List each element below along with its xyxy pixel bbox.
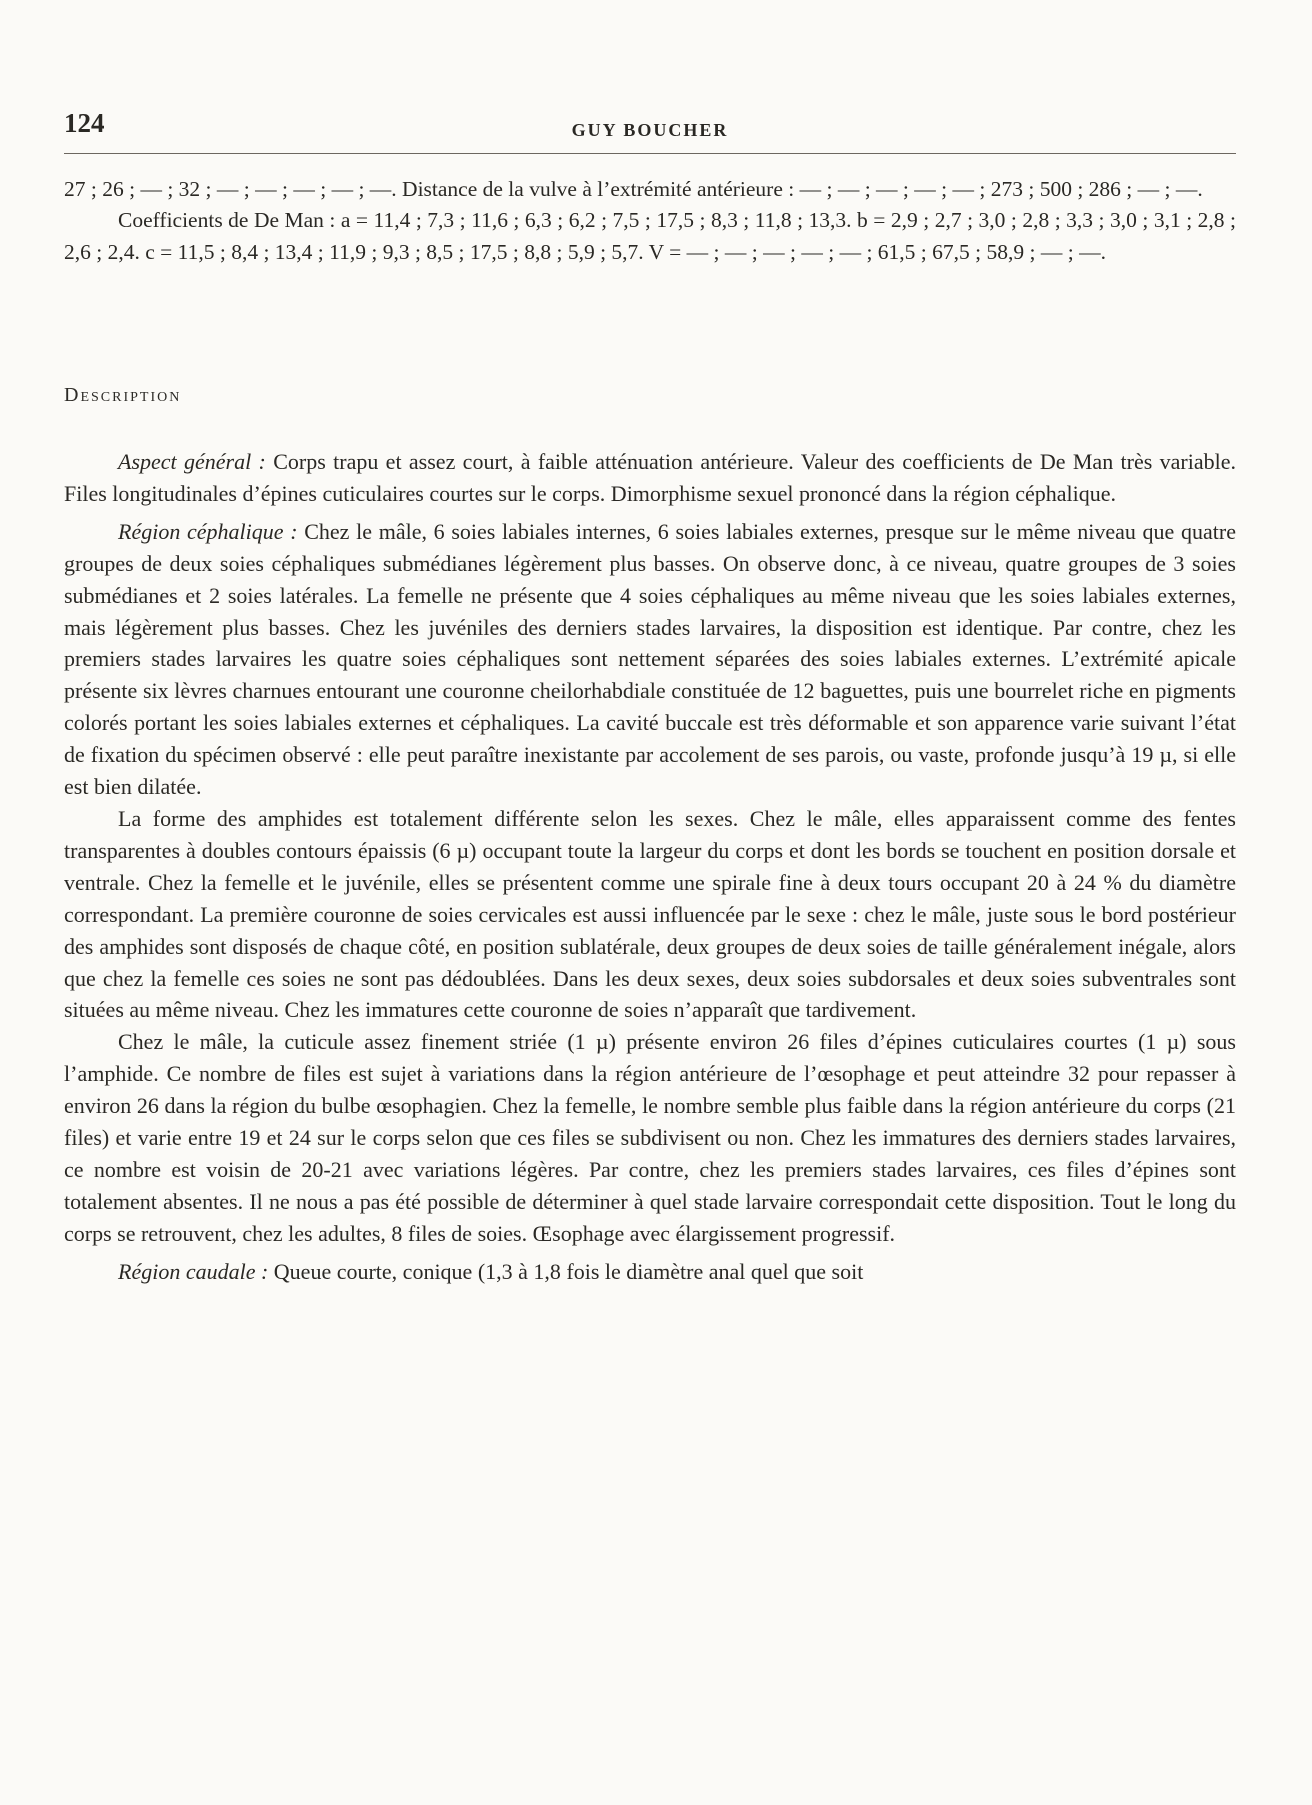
paragraph-amphids: La forme des amphides est totalement différente selon les sexes. Chez le mâle, elles apparaissent comme des fentes transparentes à doubles contours épaissis (6 µ) occupant toute la largeur du corps et dont les bords se touchent en position dorsale et ventrale. Chez la femelle et le juvénile, elles se présentent comme une spirale fine à deux tours occupant 20 à 24 % du diamètre correspondant. La première couronne de soies cervicales est aussi influencée par le sexe : chez le mâle, juste sous le bord postérieur des amphides sont disposés de chaque côté, en position sublatérale, deux groupes de deux soies de taille généralement inégale, alors que chez la femelle ces soies ne sont pas dédoublées. Dans les deux sexes, deux soies subdorsales et deux soies subventrales sont situées au même niveau. Chez les immatures cette couronne de soies n’apparaît que tardivement. (64, 805, 1236, 1023)
paragraph-cuticle: Chez le mâle, la cuticule assez finement striée (1 µ) présente environ 26 files d’épines cuticulaires courtes (1 µ) sous l’amphide. Ce nombre de files est sujet à variations dans la région antérieure de l’œsophage et peut atteindre 32 pour repasser à environ 26 dans la région du bulbe œsophagien. Chez la femelle, le nombre semble plus faible dans la région antérieure du corps (21 files) et varie entre 19 et 24 sur le corps selon que ces files se subdivisent ou non. Chez les immatures des derniers stades larvaires, ce nombre est voisin de 20-21 avec variations légères. Par contre, chez les premiers stades larvaires, ces files d’épines sont totalement absentes. Il ne nous a pas été possible de déterminer à quel stade larvaire correspondait cette disposition. Tout le long du corps se retrouvent, chez les adultes, 8 files de soies. Œsophage avec élargissement progressif. (64, 1029, 1236, 1246)
section-title: Description (64, 384, 182, 406)
coefficients-paragraph: Coefficients de De Man : a = 11,4 ; 7,3 ; 11,6 ; 6,3 ; 6,2 ; 7,5 ; 17,5 ; 8,3 ; 11,8 ; 13,3. b = 2,9 ; 2,7 ; 3,0 ; 2,8 ; 3,3 ; 3,0 ; 3,1 ; 2,8 ; 2,6 ; 2,4. c = 11,5 ; 8,4 ; 13,4 ; 11,9 ; 9,3 ; 8,5 ; 17,5 ; 8,8 ; 5,9 ; 5,7. V = — ; — ; — ; — ; — ; 61,5 ; 67,5 ; 58,9 ; — ; —. (64, 208, 1236, 264)
paragraph-text: Corps trapu et assez court, à faible atténuation antérieure. Valeur des coefficients de De Man très variable. Files longitudinales d’épines cuticulaires courtes sur le corps. Dimorphisme sexuel prononcé dans la région céphalique. (64, 449, 1236, 506)
measurements-block (64, 174, 1236, 268)
header-rule (64, 153, 1236, 154)
paragraph-cephalic (64, 516, 1236, 803)
page-header (64, 108, 1236, 148)
paragraph-aspect (64, 446, 1236, 510)
page-number: 124 (64, 108, 105, 138)
paragraph-text: Queue courte, conique (1,3 à 1,8 fois le diamètre anal quel que soit (268, 1258, 864, 1284)
paragraph-caudal (64, 1256, 1236, 1288)
paragraph-lead: Aspect général : (118, 449, 266, 474)
running-head: GUY BOUCHER (571, 120, 729, 140)
measurements-line: 27 ; 26 ; — ; 32 ; — ; — ; — ; — ; —. Distance de la vulve à l’extrémité antérieure : — ; — ; — ; — ; — ; 273 ; 500 ; 286 ; — ; —. (64, 177, 1203, 201)
paragraph-lead: Région céphalique : (118, 518, 298, 544)
paragraph-text: Chez le mâle, 6 soies labiales internes, 6 soies labiales externes, presque sur le même niveau que quatre groupes de deux soies céphaliques submédianes légèrement plus basses. On observe donc, à ce niveau, quatre groupes de 3 soies submédianes et 2 soies latérales. La femelle ne présente que 4 soies céphaliques au même niveau que les soies labiales externes, mais légèrement plus basses. Chez les juvéniles des derniers stades larvaires, la disposition est identique. Par contre, chez les premiers stades larvaires les quatre soies céphaliques sont nettement séparées des soies labiales externes. L’extrémité apicale présente six lèvres charnues entourant une couronne cheilorhabdiale constituée de 12 baguettes, puis une bourrelet riche en pigments colorés portant les soies labiales externes et céphaliques. La cavité buccale est très déformable et son apparence varie suivant l’état de fixation du spécimen observé : elle peut paraître inexistante par accolement de ses parois, ou vaste, profonde jusqu’à 19 µ, si elle est bien dilatée. (64, 518, 1236, 800)
paragraph-lead: Région caudale : (118, 1258, 269, 1284)
description-body (64, 446, 1236, 1294)
